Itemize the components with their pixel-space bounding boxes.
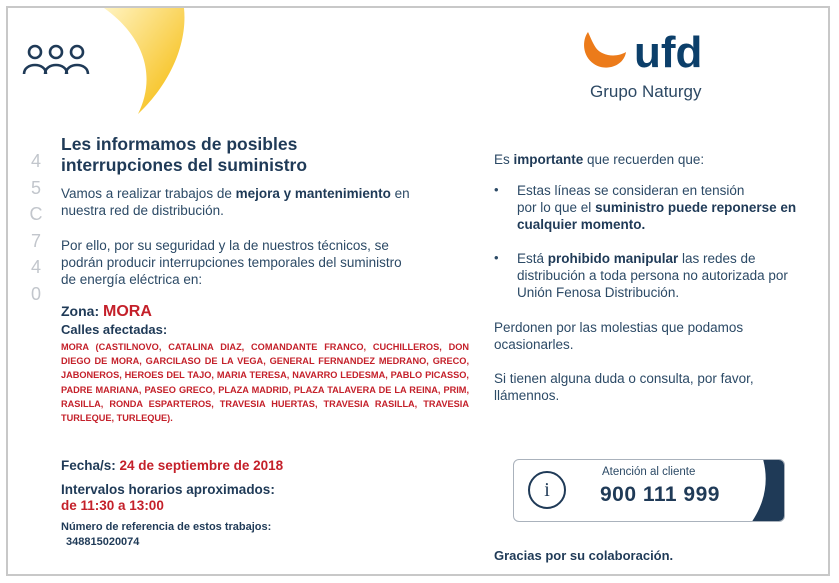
text-span: prohibido manipular (547, 251, 679, 266)
time-interval-label: Intervalos horarios aproximados: (61, 482, 275, 497)
contact-paragraph (494, 370, 754, 404)
reference-number: 348815020074 (66, 536, 140, 548)
ufd-logo (580, 26, 730, 110)
ufd-logo-mark (580, 26, 630, 76)
side-code-char: 4 (30, 257, 41, 277)
text-line: podrán producir interrupciones temporales del suministro (61, 255, 402, 270)
box-corner-decoration (745, 459, 785, 522)
streets-heading: Calles afectadas: (61, 322, 168, 337)
title-line: interrupciones del suministro (61, 155, 308, 175)
text-span: por lo que el (517, 200, 596, 215)
zone (61, 303, 152, 321)
side-code-char: 4 (30, 151, 41, 171)
side-code (28, 148, 44, 307)
customer-service-phone[interactable]: 900 111 999 (600, 483, 720, 506)
text-span: cualquier momento. (517, 217, 646, 232)
brand-name: ufd (634, 28, 703, 77)
text-line: distribución a toda persona no autorizada por (517, 268, 788, 283)
text-span: importante (513, 152, 584, 167)
flame-decoration (96, 8, 186, 116)
title-line: Les informamos de posibles (61, 134, 298, 154)
side-code-char: C (29, 204, 43, 224)
text-span: Está (517, 251, 548, 266)
brand-group: Grupo Naturgy (590, 82, 702, 101)
text-span: en (390, 186, 410, 201)
affected-streets: MORA (CASTILNOVO, CATALINA DIAZ, COMANDANTE FRANCO, CUCHILLEROS, DON DIEGO DE MORA, GARCILASO DE LA VEGA, GENERAL FERNANDEZ MEDRANO, GRECO, JABONEROS, HEROES DEL TAJO, MARIA TERESA, NAVARRO LEDESMA, PABLO PICASSO, PADRE MARIANA, PASEO GRECO, PLAZA MADRID, PLAZA TALAVERA DE LA REINA, PRIM, RASILLA, RONDA ESPARTEROS, TRAVESIA HUERTAS, TRAVESIA RASILLA, TRAVESIA TURLEQUE, TURLEQUE). (61, 342, 469, 424)
side-code-char: 7 (30, 230, 41, 251)
text-line: llámennos. (494, 388, 560, 403)
side-code-char: 0 (30, 283, 41, 304)
bullet-dot: • (494, 182, 499, 197)
text-span: las redes de (678, 251, 756, 266)
text-span: suministro puede reponerse en (595, 200, 797, 215)
info-icon: i (528, 471, 566, 509)
intro-paragraph (61, 185, 421, 219)
text-span: Es (494, 152, 514, 167)
safety-paragraph (61, 237, 441, 288)
text-line: Unión Fenosa Distribución. (517, 285, 680, 300)
reference-label: Número de referencia de estos trabajos: (61, 521, 272, 533)
thanks-text: Gracias por su colaboración. (494, 548, 674, 563)
bullet-item (517, 182, 817, 233)
bullet-item (517, 250, 817, 301)
text-line: nuestra red de distribución. (61, 203, 224, 218)
notice-title (61, 134, 381, 176)
text-line: Por ello, por su seguridad y la de nuestros técnicos, se (61, 238, 389, 253)
bullet-dot: • (494, 250, 499, 265)
text-span: mejora y mantenimiento (235, 186, 391, 201)
text-line: Si tienen alguna duda o consulta, por favor, (494, 371, 754, 386)
zone-label: Zona: (61, 303, 103, 319)
important-intro (494, 151, 704, 168)
customer-service-box[interactable] (513, 459, 785, 522)
side-code-char: 5 (30, 177, 41, 198)
people-group-icon (21, 40, 91, 80)
date-label: Fecha/s: (61, 458, 120, 473)
text-line: Perdonen por las molestias que podamos (494, 320, 744, 335)
text-line: de energía eléctrica en: (61, 272, 203, 287)
time-interval-value: de 11:30 a 13:00 (61, 498, 164, 513)
text-line: Estas líneas se consideran en tensión (517, 183, 745, 198)
date (61, 458, 283, 473)
text-span: Vamos a realizar trabajos de (61, 186, 236, 201)
customer-service-label: Atención al cliente (602, 466, 696, 478)
zone-value: MORA (103, 303, 152, 320)
text-span: que recuerden que: (583, 152, 705, 167)
apology-paragraph (494, 319, 743, 353)
text-line: ocasionarles. (494, 337, 574, 352)
date-value: 24 de septiembre de 2018 (119, 458, 284, 473)
